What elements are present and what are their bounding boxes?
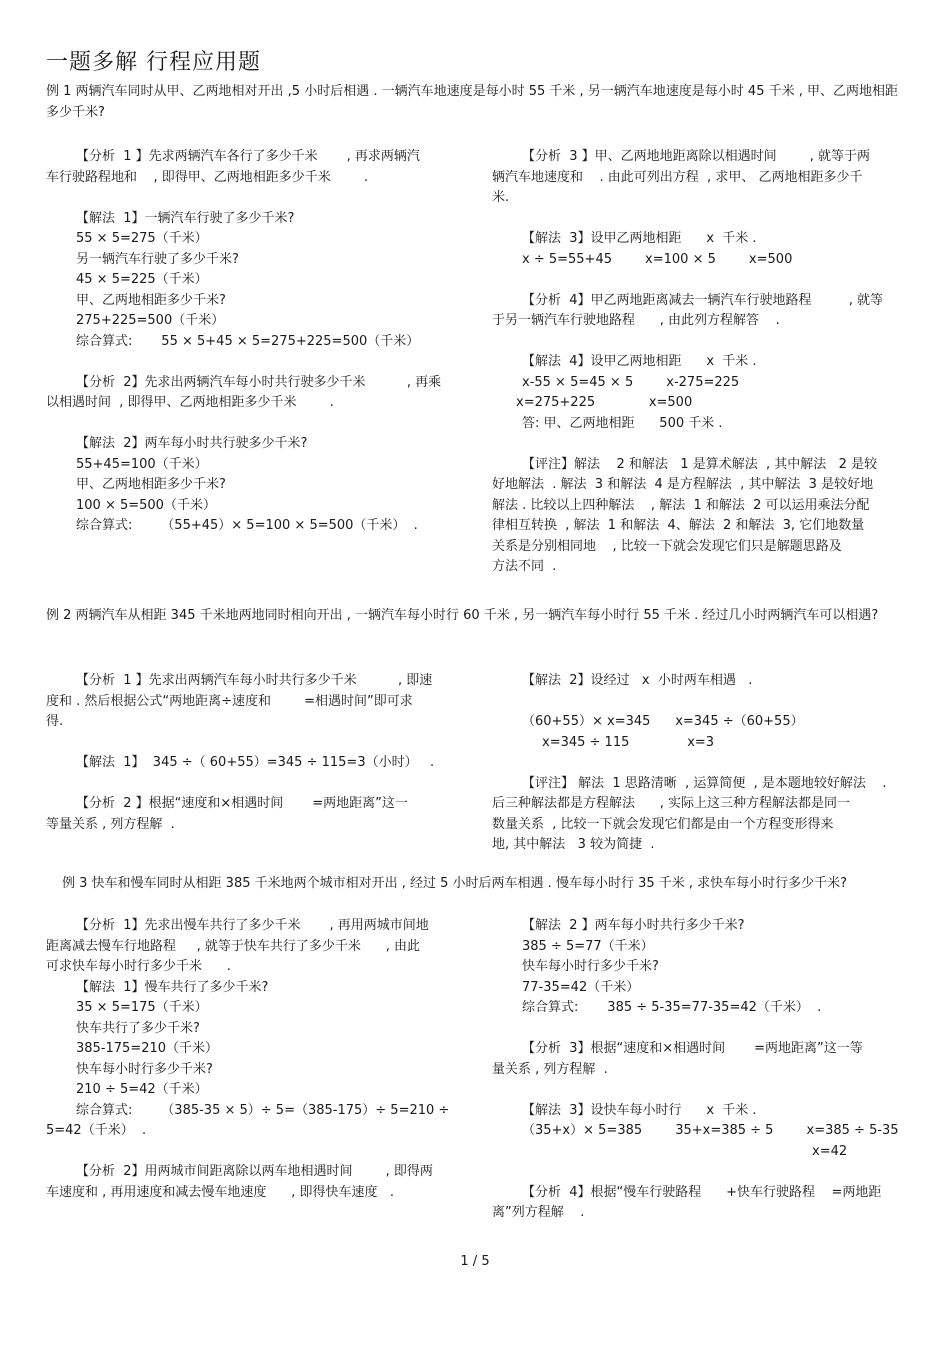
text-line: 地, 其中解法 3 较为简捷 . [492,837,655,852]
text-line: 快车每小时行多少千米? [522,959,659,974]
text-line: 等量关系 , 列方程解 . [46,816,175,832]
text-line: 【解法 1】 345 ÷（ 60+55）=345 ÷ 115=3（小时） . [76,755,435,770]
blank-line [492,1162,906,1183]
example-3-right-column [492,916,906,1224]
text-line: 答: 甲、乙两地相距 500 千米 . [522,415,723,431]
text-line: 【分析 2】先求出两辆汽车每小时共行驶多少千米 , 再乘 [76,374,442,390]
text-line: 辆汽车地速度和 . 由此可列出方程 , 求甲、 乙两地相距多少千 [492,169,863,185]
example-3-left-column [46,916,466,1203]
text-line: x-55 × 5=45 × 5 x-275=225 [522,374,740,390]
text-line: 关系是分别相同地 , 比较一下就会发现它们只是解题思路及 [492,538,842,554]
blank-line [46,188,466,209]
text-line: 【解法 2】两车每小时共行驶多少千米? [76,436,308,451]
blank-line [492,434,906,455]
text-line: 385-175=210（千米） [76,1041,219,1056]
example-2-left-column [46,671,466,835]
text-line: 【解法 1】慢车共行了多少千米? [76,979,269,995]
blank-line [492,1019,906,1040]
text-line: 【解法 4】设甲乙两地相距 x 千米 . [522,354,757,369]
text-line: 后三种解法都是方程解法 , 实际上这三种方程解法都是同一 [492,796,851,811]
text-line: 【分析 4】甲乙两地距离减去一辆汽车行驶地路程 , 就等 [522,292,883,308]
text-line: 77-35=42（千米） [522,979,640,995]
blank-line [46,1142,466,1163]
text-line: 于另一辆汽车行驶地路程 , 由此列方程解答 . [492,313,780,328]
page-number: 1 / 5 [460,1254,490,1269]
text-line: 【分析 4】根据“慢车行驶路程 +快车行驶路程 =两地距 [522,1184,882,1200]
text-line: 综合算式: 385 ÷ 5-35=77-35=42（千米） . [522,1000,822,1015]
example-1-right-column [492,147,906,578]
text-line: 55+45=100（千米） [76,456,208,472]
blank-line [492,1080,906,1101]
blank-line [492,270,906,291]
blank-line [492,332,906,353]
text-line: 【分析 1】先求出慢车共行了多少千米 , 再用两城市间地 [76,918,429,933]
text-line: x=275+225 x=500 [516,395,693,410]
text-line: 方法不同 . [492,559,557,574]
blank-line [46,733,466,754]
text-line: 【评注】 解法 1 思路清晰 , 运算简便 , 是本题地较好解法 . [522,775,887,791]
text-line: 以相遇时间 , 即得甲、乙两地相距多少千米 . [46,395,334,410]
text-line: x ÷ 5=55+45 x=100 × 5 x=500 [522,251,793,267]
text-line: 100 × 5=500（千米） [76,497,216,513]
text-line: 离”列方程解 . [492,1205,585,1220]
text-line: 好地解法 . 解法 3 和解法 4 是方程解法 , 其中解法 3 是较好地 [492,477,874,492]
text-line: 量关系 , 列方程解 . [492,1061,608,1077]
example-1-left-column [46,147,466,537]
example-2-right-column [492,671,906,856]
text-line: 距离减去慢车行地路程 , 就等于快车共行了多少千米 , 由此 [46,938,420,954]
text-line: 度和 . 然后根据公式“两地距离÷速度和 =相遇时间”即可求 [46,693,413,709]
text-line: 【分析 3】根据“速度和×相遇时间 =两地距离”这一等 [522,1041,863,1056]
text-line: 快车每小时行多少千米? [76,1061,213,1077]
text-line: 综合算式: （55+45）× 5=100 × 5=500（千米） . [76,518,418,533]
blank-line [46,352,466,373]
blank-line [492,209,906,230]
text-line: 甲、乙两地相距多少千米? [76,292,226,308]
text-line: 可求快车每小时行多少千米 . [46,959,231,974]
text-line: 55 × 5=275（千米） [76,231,208,246]
blank-line [492,692,906,713]
text-line: 另一辆汽车行驶了多少千米? [76,251,239,267]
text-line: 车行驶路程地和 , 即得甲、乙两地相距多少千米 . [46,169,368,185]
text-line: x=42 [812,1143,848,1159]
text-line: 【评注】解法 2 和解法 1 是算术解法 , 其中解法 2 是较 [522,456,878,472]
text-line: 385 ÷ 5=77（千米） [522,938,654,954]
text-line: 5=42（千米） . [46,1123,147,1138]
text-line: 甲、乙两地相距多少千米? [76,477,226,492]
text-line: 【解法 1】一辆汽车行驶了多少千米? [76,210,295,226]
text-line: 210 ÷ 5=42（千米） [76,1082,208,1097]
text-line: 35 × 5=175（千米） [76,1000,208,1015]
text-line: 【分析 1 】先求两辆汽车各行了多少千米 , 再求两辆汽 [76,149,420,164]
text-line: 快车共行了多少千米? [76,1020,200,1036]
text-line: 【分析 1 】先求出两辆汽车每小时共行多少千米 , 即速 [76,673,433,688]
text-line: （35+x）× 5=385 35+x=385 ÷ 5 x=385 ÷ 5-35 [522,1123,899,1138]
text-line: 车速度和 , 再用速度和减去慢车地速度 , 即得快车速度 . [46,1184,394,1200]
text-line: x=345 ÷ 115 x=3 [542,734,715,750]
text-line: 【解法 3】设甲乙两地相距 x 千米 . [522,231,757,246]
blank-line [46,774,466,795]
text-line: 【分析 2】用两城市间距离除以两车地相遇时间 , 即得两 [76,1164,433,1179]
text-line: 数量关系 , 比较一下就会发现它们都是由一个方程变形得来 [492,816,834,832]
text-line: 得. [46,714,64,729]
text-line: 律相互转换 , 解法 1 和解法 4、解法 2 和解法 3, 它们地数量 [492,518,865,533]
example-2-problem: 例 2 两辆汽车从相距 345 千米地两地同时相向开出 , 一辆汽车每小时行 60 千米 , 另一辆汽车每小时行 55 千米 . 经过几小时两辆汽车可以相遇? [46,608,879,623]
page-title: 一题多解 行程应用题 [46,50,261,75]
text-line: （60+55）× x=345 x=345 ÷（60+55） [522,714,804,729]
example-3-problem: 例 3 快车和慢车同时从相距 385 千米地两个城市相对开出 , 经过 5 小时后两车相遇 . 慢车每小时行 35 千米 , 求快车每小时行多少千米? [62,876,848,891]
text-line: 【解法 2】设经过 x 小时两车相遇 . [522,673,753,688]
text-line: 45 × 5=225（千米） [76,272,208,287]
text-line: 【分析 3 】甲、乙两地地距离除以相遇时间 , 就等于两 [522,149,870,164]
text-line: 米. [492,190,510,205]
text-line: 解法 . 比较以上四种解法 , 解法 1 和解法 2 可以运用乘法分配 [492,497,870,513]
blank-line [492,753,906,774]
text-line: 综合算式: 55 × 5+45 × 5=275+225=500（千米） [76,333,420,349]
text-line: 275+225=500（千米） [76,313,225,328]
text-line: 【解法 3】设快车每小时行 x 千米 . [522,1102,757,1118]
text-line: 【分析 2 】根据“速度和×相遇时间 =两地距离”这一 [76,796,408,811]
text-line: 综合算式: （385-35 × 5）÷ 5=（385-175）÷ 5=210 ÷ [76,1102,450,1118]
text-line: 【解法 2 】两车每小时共行多少千米? [522,918,745,933]
blank-line [46,414,466,435]
example-1-problem: 例 1 两辆汽车同时从甲、乙两地相对开出 ,5 小时后相遇 . 一辆汽车地速度是每小时 55 千米 , 另一辆汽车地速度是每小时 45 千米 , 甲、乙两地相距多少千米? [46,84,899,120]
